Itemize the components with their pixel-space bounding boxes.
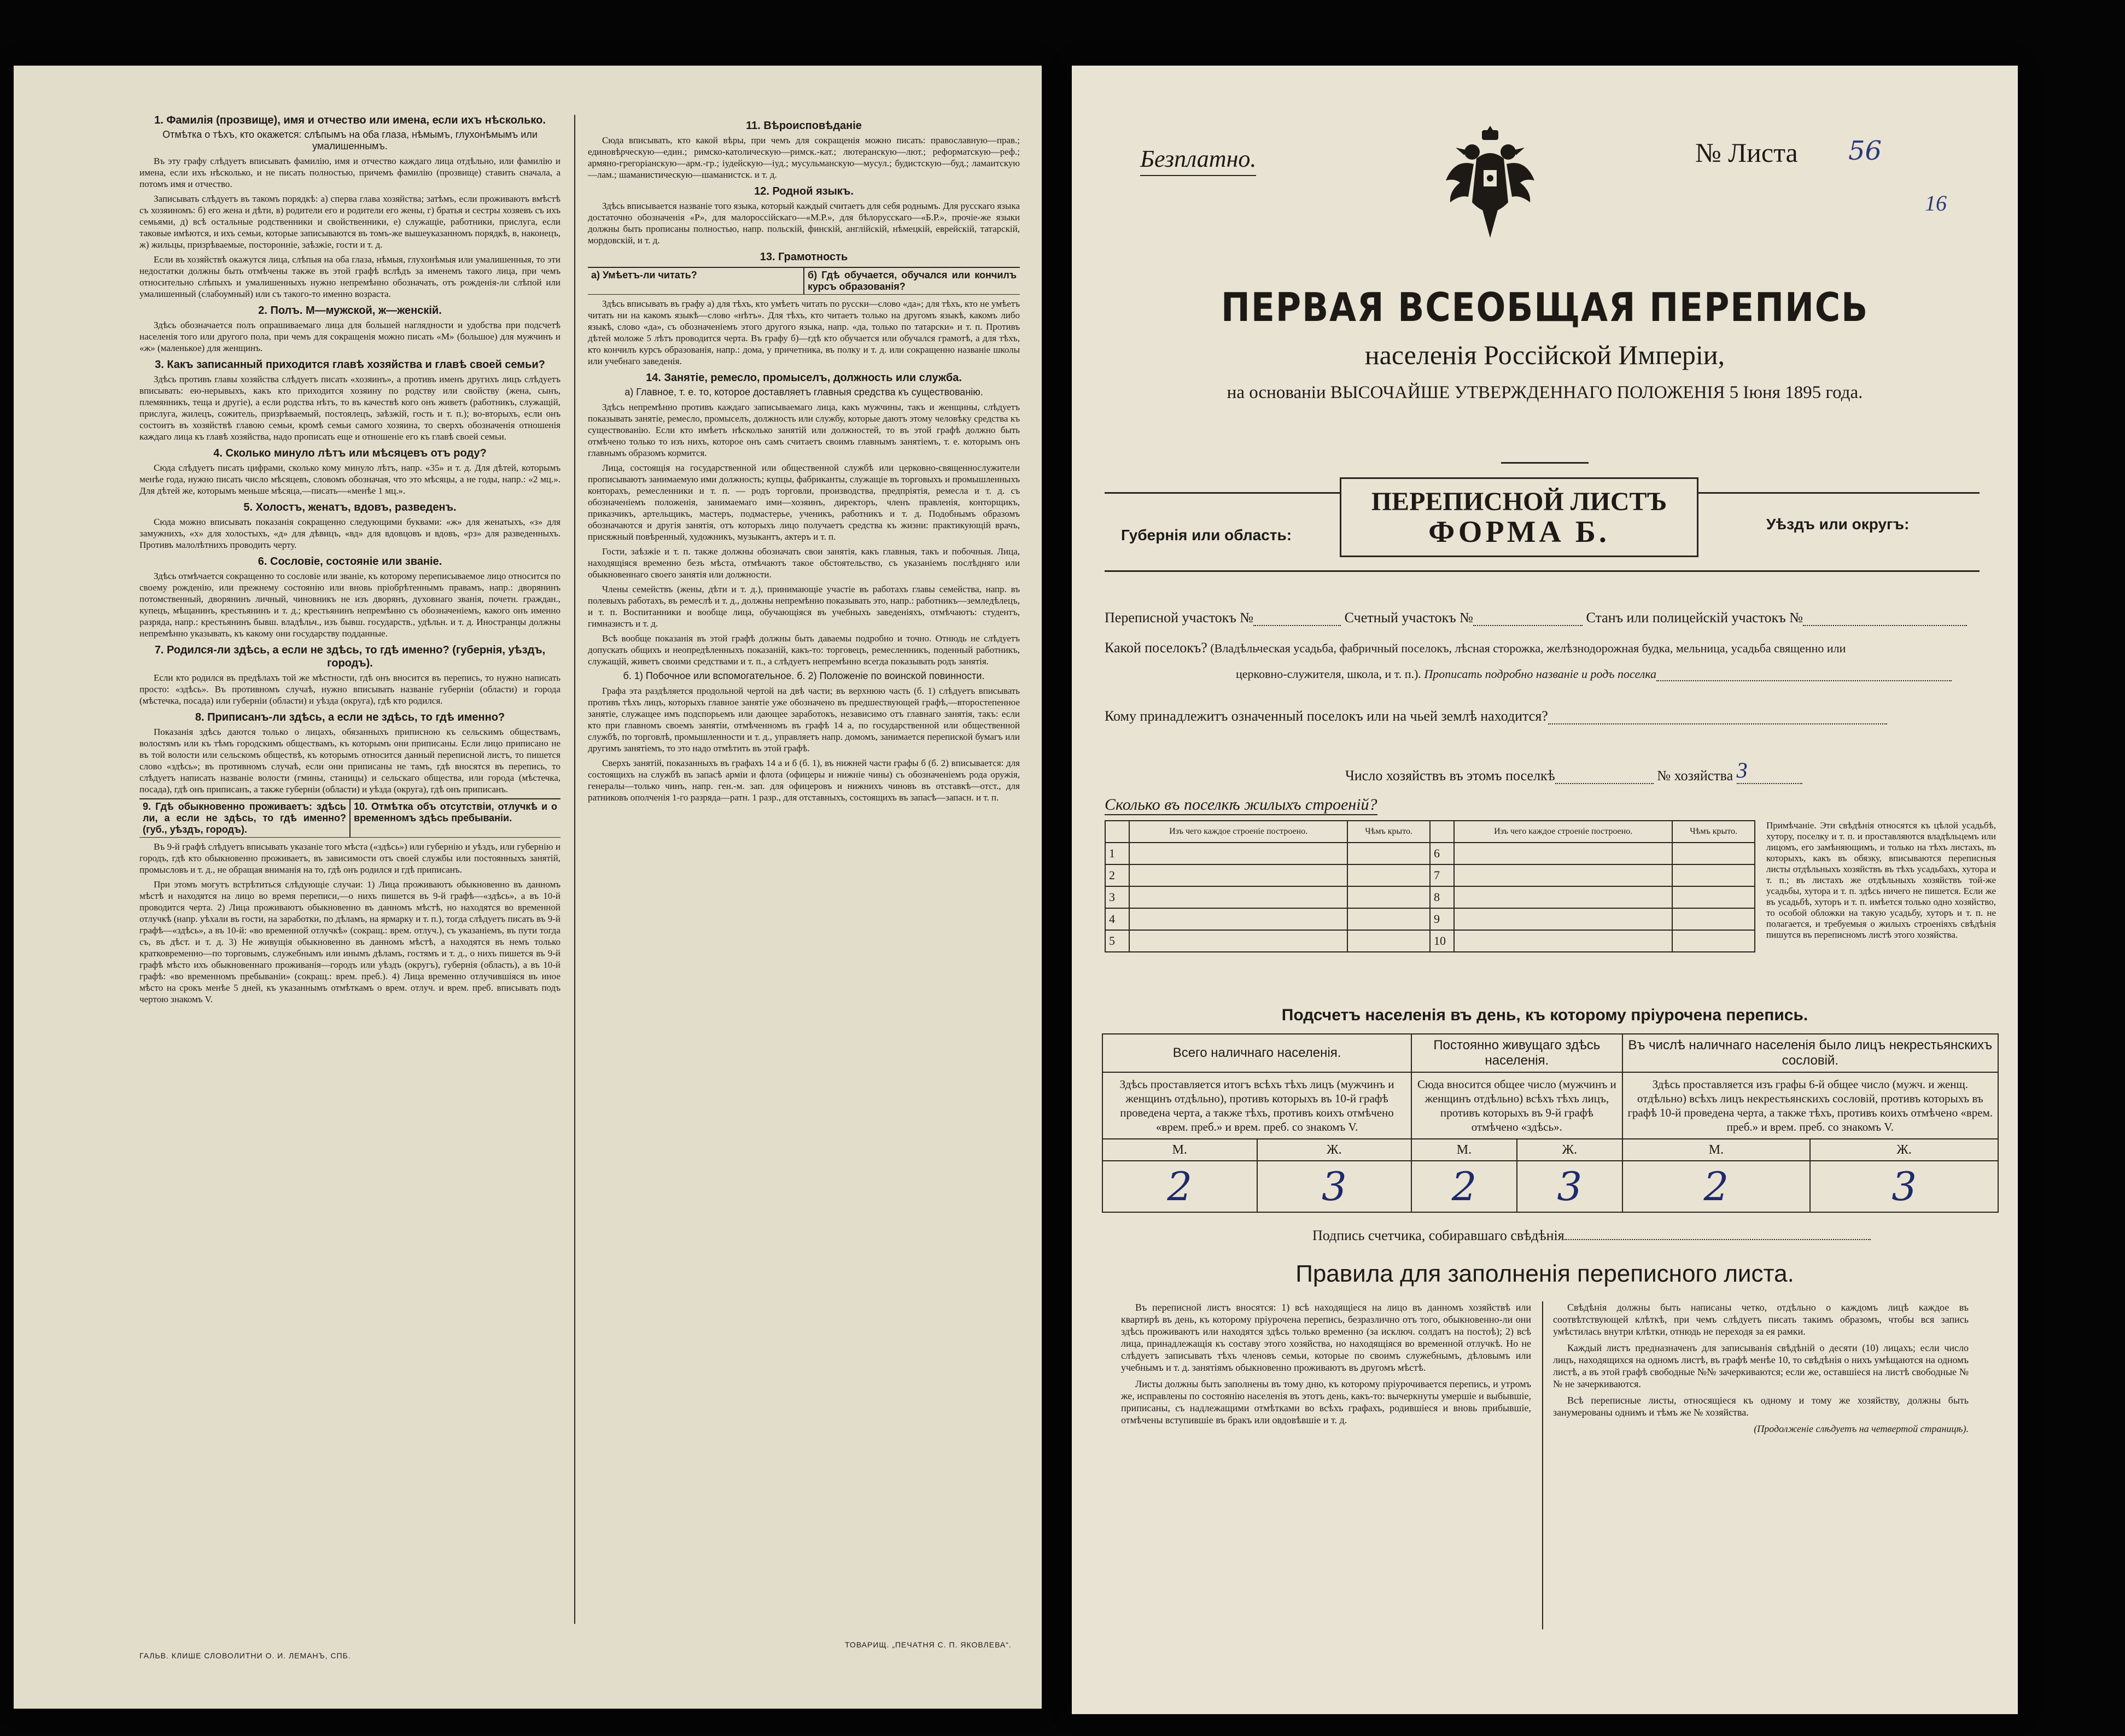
rules-title: Правила для заполненія переписного листа. xyxy=(1295,1260,1794,1287)
left-column-2 xyxy=(588,115,1020,806)
rules-column-1 xyxy=(1121,1301,1531,1430)
paragraph: Лица, состоящія на государственной или общественной службѣ или церковно-священнослужители прописываютъ занимаемую ими должность; купцы, фабриканты, служащіе въ торговыхъ и промышленныхъ конторахъ, ремесленники и т. п. — родъ торговли, производства, предпріятія, ремесла и т. д. съ обозначеніемъ положенія, занимаемаго ими—хозяинъ, директоръ, членъ правленія, конторщикъ, приказчикъ, артельщикъ, мастеръ, подмастерье, ученикъ, работникъ и т. д. Подобнымъ образомъ обозначаются и другія занятія, отъ которыхъ лицо получаетъ средства къ жизни: практикующій врачъ, присяжный повѣренный, художникъ, музыкантъ, актеръ и т. п. xyxy=(588,463,1020,542)
section-heading: 7. Родился-ли здѣсь, а если не здѣсь, то гдѣ именно? (губернія, уѣздъ, городъ). xyxy=(154,644,546,669)
paragraph: Сюда слѣдуетъ писать цифрами, сколько кому минуло лѣтъ, напр. «35» и т. д. Для дѣтей, которымъ менѣе года, нужно писать число мѣсяцевъ, словомъ обозначая, что это мѣсяцы, а не годы, напр.: «2 мц.». Для дѣтей же, которымъ меньше мѣсяца,—писать—«менѣе 1 мц.». xyxy=(139,463,561,496)
paragraph: Здѣсь непремѣнно противъ каждаго записываемаго лица, какъ мужчины, такъ и женщины, слѣдуетъ показывать занятіе, ремесло, промыселъ, должность или службу, которые даютъ этому человѣку средства къ существованію. Если кто имѣетъ нѣсколько занятій или должностей, то въ этой графѣ должно быть отмѣчено только то изъ нихъ, которое онъ самъ считаетъ своимъ главнымъ занятіемъ, т. е. которымъ онъ главнымъ образомъ кормится. xyxy=(588,402,1020,458)
houses-row xyxy=(1105,843,1755,864)
printer-credit-right: ТОВАРИЩ. „ПЕЧАТНЯ С. П. ЯКОВЛЕВА“. xyxy=(845,1640,1012,1649)
house-roof-cell xyxy=(1672,908,1755,930)
paragraph: Сюда вписывать, кто какой вѣры, при чемъ для сокращенія можно писать: православную—прав.; единовѣрческую—един.; римско-католическую—римск.-кат.; лютеранскую—лют.; реформатскую—реф.; армяно-грегоріанскую—арм.-гр.; іудейскую—іуд.; мусульманскую—мусул.; будистскую—буд.; ламаитскую—лам.; шаманистическую—шаманистск. и т. д. xyxy=(588,135,1020,180)
paragraph: Если въ хозяйствѣ окажутся лица, слѣпыя на оба глаза, нѣмыя, глухонѣмыя или умалишенныя, то эти недостатки должны быть отмѣчены также въ этой графѣ вслѣдъ за именемъ такого лица, при чемъ относительно слѣпыхъ и умалишенныхъ нужно непремѣнно обозначать, отъ рожденія-ли слѣпой или умалишенный (слабоумный) или съ такого-то именно возраста. xyxy=(139,254,561,299)
household-number-value: 3 xyxy=(1737,757,1802,784)
population-count-heading: Подсчетъ населенія въ день, къ которому пріурочена перепись. xyxy=(1281,1006,1808,1024)
houses-col-material: Изъ чего каждое строеніе построено. xyxy=(1454,821,1672,843)
section-heading: 11. Вѣроисповѣданіе xyxy=(746,120,862,132)
form-variant: ФОРМА Б. xyxy=(1428,515,1610,549)
census-decree-line: на основаніи ВЫСОЧАЙШЕ УТВЕРЖДЕННАГО ПОЛОЖЕНІЯ 5 Іюня 1895 года. xyxy=(1227,383,1863,402)
female-label: Ж. xyxy=(1517,1139,1622,1161)
house-roof-cell xyxy=(1672,930,1755,952)
houses-row xyxy=(1105,908,1755,930)
section-heading: 3. Какъ записанный приходится главѣ хозяйства и главѣ своей семьи? xyxy=(155,359,545,371)
houses-row xyxy=(1105,864,1755,886)
paragraph: Показанія здѣсь даются только о лицахъ, обязанныхъ приписною къ сельскимъ обществамъ, волостямъ или къ тѣмъ городскимъ обществамъ, къ которымъ они приписаны. Если лицо приписано не въ той волости или сельскомъ обществѣ, къ которымъ относится данный переписной листъ, то пишется слово «здѣсь»; въ противномъ случаѣ, если они приписаны не тамъ, гдѣ вносятся въ перепись, то слѣдуетъ написать названіе волости (гмины, станицы) и сельскаго общества, или города (мѣстечка, посада), гдѣ онъ приписанъ, а также губерніи (области) и уѣзда (округа), гдѣ онъ приписанъ. xyxy=(139,727,561,794)
houses-table-body xyxy=(1105,843,1755,952)
houses-table-header xyxy=(1105,821,1755,843)
house-roof-cell xyxy=(1672,886,1755,908)
section-heading: 6. Сословіе, состояніе или званіе. xyxy=(258,556,442,568)
house-number: 9 xyxy=(1430,908,1454,930)
count-value: 3 xyxy=(1517,1161,1622,1212)
house-number: 2 xyxy=(1105,864,1129,886)
enumerator-signature-line: Подпись счетчика, собиравшаго свѣдѣнія xyxy=(1312,1228,1871,1244)
house-roof-cell xyxy=(1672,843,1755,864)
sheet-number-value: 56 xyxy=(1848,136,1882,166)
left-column-1 xyxy=(139,109,561,1008)
house-number: 6 xyxy=(1430,843,1454,864)
sheet-number-label: № Листа xyxy=(1695,137,1798,168)
paragraph: Записывать слѣдуетъ въ такомъ порядкѣ: а) сперва глава хозяйства; затѣмъ, если проживаютъ вмѣстѣ съ хозяиномъ: б) его жена и дѣти, в) родители его и родители его жены, г) братья и сестры хозяевъ съ ихъ семьями, д) всѣ остальные родственники и свойственники, е) служащіе, работники, прислуга, если таковые имѣются, и ихъ семьи, которые записываются въ томъ-же вышеуказанномъ порядкѣ, в, наконецъ, ж) жильцы, призрѣваемые, посторонніе, заѣзжіе, гости и т. д. xyxy=(139,194,561,250)
split-heading-left: а) Умѣетъ-ли читать? xyxy=(591,270,697,280)
house-material-cell xyxy=(1129,886,1347,908)
census-subtitle: населенія Россійской Имперіи, xyxy=(1364,340,1725,370)
house-roof-cell xyxy=(1672,864,1755,886)
house-material-cell xyxy=(1454,886,1672,908)
section-subheading: а) Главное, т. е. то, которое доставляетъ главныя средства къ существованію. xyxy=(624,387,983,398)
paragraph: Сверхъ занятій, показанныхъ въ графахъ 14 а и б (б. 1), въ нижней части графы б (б. 2) вписывается: для состоящихъ на службѣ въ запасѣ арміи и флота (офицеры и нижніе чины) съ обозначеніемъ рода оружія, генералы—только чинъ, напр. ген.-м. зап. для офицеровъ и нижнихъ чиновъ въ отставкѣ—отст., для ратниковъ ополченія 1-го разряда—ратн. 1 разр., для отставныхъ, состоящихъ въ запасѣ—запасн. и т. п. xyxy=(588,758,1020,803)
paragraph: Сюда можно вписывать показанія сокращенно следующими буквами: «ж» для женатыхъ, «з» для замужнихъ, «х» для холостыхъ, «д» для дѣвицъ, «вд» для вдовцовъ и вдовъ, «рз» для разведенныхъ. Противъ малолѣтнихъ проводить черту. xyxy=(139,517,561,550)
paragraph: Здѣсь вписывать въ графу а) для тѣхъ, кто умѣетъ читать по русски—слово «да»; для тѣхъ, кто не умѣетъ читать ни на какомъ языкѣ—слово «нѣтъ». Для тѣхъ, кто читаетъ только на другомъ языкѣ, какомъ либо языкѣ, слово «да», съ обозначеніемъ этого другого языка, напр. «да, только по татарски» и т. п. Противъ дѣтей моложе 5 лѣтъ проводится черта. Въ графу б)—гдѣ кто обучается или обучался грамотѣ, а для тѣхъ, кто кончилъ курсъ образованія, напр.: дома, у причетника, въ полку и т. д. или сокращенно названіе школы или учебнаго заведенія. xyxy=(588,299,1020,366)
house-roof-cell xyxy=(1347,930,1430,952)
rules-paragraph: Въ переписной листъ вносятся: 1) всѣ находящіеся на лицо въ данномъ хозяйствѣ или квартирѣ въ день, къ которому пріурочена перепись, безразлично отъ того, обыкновенно-ли они здѣсь проживаютъ или находятся здѣсь только временно (за исключ. солдатъ на постоѣ); 2) всѣ лица, принадлежащія къ составу этого хозяйства, но находящіяся во временной отлучкѣ. Но не слѣдуетъ записывать тѣхъ членовъ семьи, которые по своимъ служебнымъ, дѣловымъ или учебнымъ и т. д. занятіямъ обыкновенно проживаютъ въ другомъ мѣстѣ. xyxy=(1121,1302,1531,1373)
house-roof-cell xyxy=(1347,908,1430,930)
form-name: ПЕРЕПИСНОЙ ЛИСТЪ xyxy=(1371,487,1667,516)
house-number: 3 xyxy=(1105,886,1129,908)
house-roof-cell xyxy=(1347,886,1430,908)
female-label: Ж. xyxy=(1810,1139,1998,1161)
section-heading: 13. Грамотность xyxy=(760,251,848,263)
house-number: 10 xyxy=(1430,930,1454,952)
house-material-cell xyxy=(1454,930,1672,952)
census-district-line: Переписной участокъ № Счетный участокъ № Станъ или полицейскій участокъ № xyxy=(1105,610,1967,626)
houses-col-material: Изъ чего каждое строеніе построено. xyxy=(1129,821,1347,843)
sheet-number-handwritten-mark: 16 xyxy=(1925,191,1947,215)
male-label: М. xyxy=(1622,1139,1811,1161)
section-heading: 2. Полъ. М—мужской, ж—женскій. xyxy=(258,305,442,317)
paragraph: Здѣсь отмѣчается сокращенно то сословіе или званіе, къ которому переписываемое лицо относится по своему рожденію, или прежнему состоянію или вновь пріобрѣтеннымъ правамъ, напр.: дворянинъ потомственный, дворянинъ личный, чиновникъ не изъ дворянъ, духовнаго званія, почетн. граждан., купецъ, мѣщанинъ, крестьянинъ и т. д.; крестьянинъ непремѣнно съ обозначеніемъ, какого онъ именно разряда, напр.: крестьянинъ бывш. владѣльч., изъ бывш. государств., удѣльн. и т. д. Иностранцы должны непремѣнно указывать, къ какому они государству подданные. xyxy=(139,571,561,639)
house-material-cell xyxy=(1454,908,1672,930)
paragraph: Графа эта раздѣляется продольной чертой на двѣ части; въ верхнюю часть (б. 1) слѣдуетъ вписывать противъ тѣхъ лицъ, которыхъ главное занятіе уже обозначено въ предшествующей графѣ,—второстепенное занятіе, служащее имъ подспорьемъ или дающее заработокъ, независимо отъ главнаго занятія, такъ: если кто при главномъ своемъ занятіи, отмѣченномъ въ графѣ 14 а, по государственной или общественной службѣ, по торговлѣ, промышленности и т. д., управляетъ напр. домомъ, занимается перепиской бумагъ или другимъ занятіемъ, то это надо отмѣтить въ этой графѣ. xyxy=(588,686,1020,753)
house-material-cell xyxy=(1454,864,1672,886)
house-material-cell xyxy=(1129,843,1347,864)
left-page xyxy=(14,66,1042,1709)
split-heading-left: 9. Гдѣ обыкновенно проживаетъ: здѣсь ли, а если не здѣсь, то гдѣ именно? (губ., уѣздъ, городъ). xyxy=(143,801,346,835)
section-heading: 14. Занятіе, ремесло, промыселъ, должность или служба. xyxy=(646,372,962,384)
houses-table xyxy=(1105,820,1755,952)
count-col-non-peasant: Въ числѣ наличнаго населенія было лицъ некрестьянскихъ сословій. xyxy=(1622,1034,1998,1072)
house-material-cell xyxy=(1454,843,1672,864)
rules-paragraph: Листы должны быть заполнены въ тому дню, къ которому пріурочивается перепись, и утромъ же, исправлены по состоянію населенія въ этотъ день, какъ-то: вычеркнуты умершіе и выбывшіе, приписаны, съ надлежащими отмѣтками во всѣхъ графахъ, родившіеся и вновь прибывшіе, отмѣчены вступившіе въ бракъ или овдовѣвшіе и т. д. xyxy=(1121,1378,1531,1425)
count-value: 3 xyxy=(1810,1161,1998,1212)
paragraph: Въ 9-й графѣ слѣдуетъ вписывать указаніе того мѣста («здѣсь») или губернію и уѣздъ, или губернію и городъ, гдѣ кто обыкновенно проживаетъ, въ зависимости отъ своей службы или постоянныхъ занятій, промысловъ и т. д., не обращая вниманія на то, гдѣ онъ родился и гдѣ приписанъ. xyxy=(139,841,561,875)
rules-paragraph: Всѣ переписные листы, относящіеся къ одному и тому же хозяйству, должны быть занумерованы однимъ и тѣмъ же № хозяйства. xyxy=(1553,1395,1969,1418)
houses-col-roof: Чѣмъ крыто. xyxy=(1347,821,1430,843)
paragraph: Если кто родился въ предѣлахъ той же мѣстности, гдѣ онъ вносится въ перепись, то нужно написать просто: «здѣсь». Въ противномъ случаѣ, нужно вписывать названіе губерніи (области) и города (мѣстечка, посада) или губерніи (области) и уѣзда (округа), гдѣ кто родился. xyxy=(139,673,561,706)
population-count-table xyxy=(1102,1033,1999,1213)
double-headed-eagle-emblem xyxy=(1444,126,1537,241)
count-desc-non-peasant: Здѣсь проставляется изъ графы 6-й общее число (мужч. и женщ. отдѣльно) всѣхъ лицъ некрестьянскихъ сословій, противъ которыхъ въ графѣ 10-й проведена черта, а также тѣхъ, противъ коихъ отмѣчено «врем. преб.» и врем. преб. со знакомъ V. xyxy=(1622,1072,1998,1139)
owner-line: Кому принадлежитъ означенный поселокъ или на чьей землѣ находится? xyxy=(1105,708,1887,724)
settlement-type-line: Какой поселокъ? (Владѣльческая усадьба, фабричный поселокъ, лѣсная сторожка, желѣзнодорожная будка, мельница, усадьба священно или xyxy=(1105,640,1846,656)
count-col-present: Всего наличнаго населенія. xyxy=(1102,1034,1411,1072)
count-col-permanent: Постоянно живущаго здѣсь населенія. xyxy=(1411,1034,1622,1072)
split-heading-box xyxy=(139,798,561,838)
column-divider xyxy=(574,115,575,1624)
house-number: 1 xyxy=(1105,843,1129,864)
section-heading: 1. Фамилія (прозвище), имя и отчество или имена, если ихъ нѣсколько. xyxy=(154,114,546,126)
paragraph: Всѣ вообще показанія въ этой графѣ должны быть даваемы подробно и точно. Отнюдь не слѣдуетъ допускать общихъ и неопредѣленныхъ показаній, какъ-то: торговецъ, ремесленникъ, поденный работникъ, служащій, живетъ своими средствами и т. п., а слѣдуетъ непремѣнно всегда показывать родъ занятія. xyxy=(588,633,1020,667)
paragraph: Здѣсь обозначается полъ опрашиваемаго лица для большей наглядности и удобства при подсчетѣ населенія того или другого пола, при чемъ для сокращенія можно писать «М» (большое) для мужчинъ и «ж» (маленькое) для женщинъ. xyxy=(139,320,561,353)
houses-row xyxy=(1105,930,1755,952)
male-label: М. xyxy=(1102,1139,1257,1161)
male-label: М. xyxy=(1411,1139,1517,1161)
house-roof-cell xyxy=(1347,864,1430,886)
split-heading-box xyxy=(588,267,1020,295)
count-value: 2 xyxy=(1102,1161,1257,1212)
female-label: Ж. xyxy=(1257,1139,1412,1161)
house-number: 7 xyxy=(1430,864,1454,886)
households-line: Число хозяйствъ въ этомъ поселкѣ № хозяйства 3 xyxy=(1345,757,1802,784)
houses-row xyxy=(1105,886,1755,908)
house-roof-cell xyxy=(1347,843,1430,864)
rules-paragraph: Свѣдѣнія должны быть написаны четко, отдѣльно о каждомъ лицѣ каждое въ соотвѣтствующей клѣткѣ, при чемъ слѣдуетъ писать такимъ образомъ, чтобы вся запись умѣстилась внутри клѣтки, отнюдь не переходя за ея рамки. xyxy=(1553,1302,1969,1337)
houses-col-roof: Чѣмъ крыто. xyxy=(1672,821,1755,843)
section-heading: 4. Сколько минуло лѣтъ или мѣсяцевъ отъ роду? xyxy=(213,447,487,459)
paragraph: Гости, заѣзжіе и т. п. также должны обозначать свои занятія, какъ главныя, такъ и побочныя. Лица, находящіяся временно безъ мѣста, отмѣчаютъ такое обстоятельство, съ указаніемъ послѣдняго или обыкновеннаго своего занятія или должности. xyxy=(588,546,1020,580)
paragraph: Члены семействъ (жены, дѣти и т. д.), принимающіе участіе въ работахъ главы семейства, напр. въ полевыхъ работахъ, въ ремеслѣ и т. д., должны непремѣнно показывать это, напр.: работникъ—земледѣлецъ, и т. п. Воспитанники и вообще лица, обучающіяся въ учебныхъ заведеніяхъ, отмѣчаютъ: студентъ, гимназистъ и т. д. xyxy=(588,584,1020,629)
district-label: Уѣздъ или округъ: xyxy=(1766,516,1910,533)
paragraph: Въ эту графу слѣдуетъ вписывать фамилію, имя и отчество каждаго лица отдѣльно, или фамилію и имена, если ихъ нѣсколько, и не писать полностью, причемъ фамилію (прозвище) ставить сначала, а потомъ имя и отчество. xyxy=(139,156,561,189)
form-title-box xyxy=(1340,477,1698,557)
rules-column-2 xyxy=(1553,1301,1969,1439)
paragraph: Здѣсь вписывается названіе того языка, который каждый считаетъ для себя роднымъ. Для русскаго языка достаточно обозначенія «Р», для малороссійскаго—«М.Р.», для бѣлорусскаго—«Б.Р.», прочіе-же языки должны быть прописаны полностью, напр. польскій, финскій, англійскій, нѣмецкій, еврейскій, татарскій, мордовскій, и т. д. xyxy=(588,201,1020,246)
census-title: ПЕРВАЯ ВСЕОБЩАЯ ПЕРЕПИСЬ xyxy=(1221,284,1869,330)
section-subheading: Отмѣтка о тѣхъ, кто окажется: слѣпымъ на оба глаза, нѣмымъ, глухонѣмымъ или умалишеннымъ. xyxy=(162,129,538,151)
section-heading: 8. Приписанъ-ли здѣсь, а если не здѣсь, то гдѣ именно? xyxy=(195,711,505,723)
house-number: 4 xyxy=(1105,908,1129,930)
rules-paragraph: Каждый листъ предназначенъ для записыванія свѣдѣній о десяти (10) лицахъ; если число лицъ, находящихся на одномъ листѣ, въ графѣ менѣе 10, то свѣдѣнія о нихъ умѣщаются на одномъ листѣ, а въ этой графѣ свободные №№ зачеркиваются; если же, оставшіеся на листѣ свободные №№ не зачеркиваются. xyxy=(1553,1342,1969,1389)
house-material-cell xyxy=(1129,908,1347,930)
right-page xyxy=(1072,66,2018,1714)
rules-divider xyxy=(1542,1301,1543,1629)
count-desc-present: Здѣсь проставляется итогъ всѣхъ тѣхъ лицъ (мужчинъ и женщинъ отдѣльно), противъ которыхъ въ 10-й графѣ проведена черта, а также тѣхъ, противъ коихъ отмѣчено «врем. преб.» и врем. преб. со знакомъ V. xyxy=(1102,1072,1411,1139)
house-number: 8 xyxy=(1430,886,1454,908)
section-subheading: б. 1) Побочное или вспомогательное. б. 2) Положеніе по воинской повинности. xyxy=(623,670,985,681)
count-value: 3 xyxy=(1257,1161,1412,1212)
split-heading-right: 10. Отмѣтка объ отсутствіи, отлучкѣ и о временномъ здѣсь пребываніи. xyxy=(349,799,561,837)
count-value: 2 xyxy=(1622,1161,1811,1212)
count-value: 2 xyxy=(1411,1161,1517,1212)
houses-note: Примѣчаніе. Эти свѣдѣнія относятся къ цѣлой усадьбѣ, хутору, поселку и т. п. и проставляются владѣльцемъ или лицомъ, его замѣняющимъ, и только на тѣхъ листахъ, въ которыхъ, какъ въ обязку, вписываются переписныя листы отдѣльныхъ хозяйствъ въ тѣхъ усадьбахъ, хутора и т. п.; въ листахъ же отдѣльныхъ хозяйствъ той-же усадьбы, хутора и т. п. здѣсь ничего не пишется. Если же въ усадьбѣ, хуторъ и т. п. имѣется только одно хозяйство, то особой обложки на такую усадьбу, хуторъ и т. п. не полагается, и требуемыя о жилыхъ строеніяхъ свѣдѣнія пишутся въ переписномъ листѣ этого хозяйства. xyxy=(1766,820,1996,940)
paragraph: Здѣсь противъ главы хозяйства слѣдуетъ писать «хозяинъ», а противъ именъ другихъ лицъ слѣдуетъ вписывать: ею-нерывыхъ, какъ кто приходится хозяину по родству или свойству (жена, сынъ, племянникъ, теща и другіе), а если родства нѣтъ, то въ качествѣ кого онъ живетъ (работникъ, служащій, прислуга, жилецъ, сожитель, призрѣваемый, постоялецъ, заѣзжій, гость и т. п.); во-вторыхъ, если онъ состоитъ въ хозяйствѣ главою семьи, кромѣ семьи самого хозяина, то сверхъ обозначенія отношенія каждаго лица къ главѣ хозяйства, надо прописать еще и отношеніе его къ главѣ своей семьи. xyxy=(139,374,561,442)
house-material-cell xyxy=(1129,930,1347,952)
split-heading-right: б) Гдѣ обучается, обучался или кончилъ курсъ образованія? xyxy=(803,268,1020,294)
paragraph: При этомъ могутъ встрѣтиться слѣдующіе случаи: 1) Лица проживаютъ обыкновенно въ данномъ мѣстѣ и находятся на лицо во время переписи,—о нихъ пишется въ 9-й графѣ—«здѣсь», а въ 10-й проводится черта. 2) Лица проживаютъ обыкновенно въ данномъ мѣстѣ, но находятся во временной отлучкѣ (напр. уѣхали въ гости, на заработки, по дѣламъ, на ярмарку и т. п.), тогда слѣдуетъ писать въ 9-й графѣ—«здѣсь», а въ 10-й: «во временной отлучкѣ» (сокращ.: врем. отлуч.), съ указаніемъ, въ пути тогда съ, въ дѣст. и т. д. 3) Не живущія обыкновенно въ данномъ мѣстѣ, а находятся въ немъ только кратковременно—по торговымъ, служебнымъ или инымъ дѣламъ, гостямъ и т. д., о нихъ пишется въ 9-й графѣ мѣсто ихъ обыкновеннаго проживанія—городъ или уѣздъ (округъ), губернія (область), а въ 10-й графѣ: «во временномъ пребываніи» (сокращ.: врем. преб.). 4) Лица временно отлучившіяся въ иное мѣсто на срокъ менѣе 5 дней, къ указаннымъ отмѣткамъ о врем. отлуч. и врем. преб. вписывать подъ чертою знакомъ V. xyxy=(139,879,561,1004)
divider-rule xyxy=(1501,462,1589,464)
count-desc-permanent: Сюда вносится общее число (мужчинъ и женщинъ отдѣльно) всѣхъ тѣхъ лицъ, противъ которыхъ въ 9-й графѣ отмѣчено «здѣсь». xyxy=(1411,1072,1622,1139)
settlement-hint-line: церковно-служителя, школа, и т. п.). Прописать подробно названіе и родъ поселка xyxy=(1236,667,1952,681)
house-number: 5 xyxy=(1105,930,1129,952)
houses-heading: Сколько въ поселкѣ жилыхъ строеній? xyxy=(1105,796,1377,815)
section-heading: 12. Родной языкъ. xyxy=(754,185,854,197)
form-header-band xyxy=(1105,487,1980,572)
province-label: Губернія или область: xyxy=(1121,527,1292,543)
free-label: Безплатно. xyxy=(1140,145,1256,176)
house-material-cell xyxy=(1129,864,1347,886)
printer-credit-left: ГАЛЬВ. КЛИШЕ СЛОВОЛИТНИ О. И. ЛЕМАНЪ, СПБ. xyxy=(139,1651,351,1660)
rules-paragraph: (Продолженіе слѣдуетъ на четвертой страницѣ). xyxy=(1754,1423,1969,1434)
section-heading: 5. Холостъ, женатъ, вдовъ, разведенъ. xyxy=(243,501,457,513)
